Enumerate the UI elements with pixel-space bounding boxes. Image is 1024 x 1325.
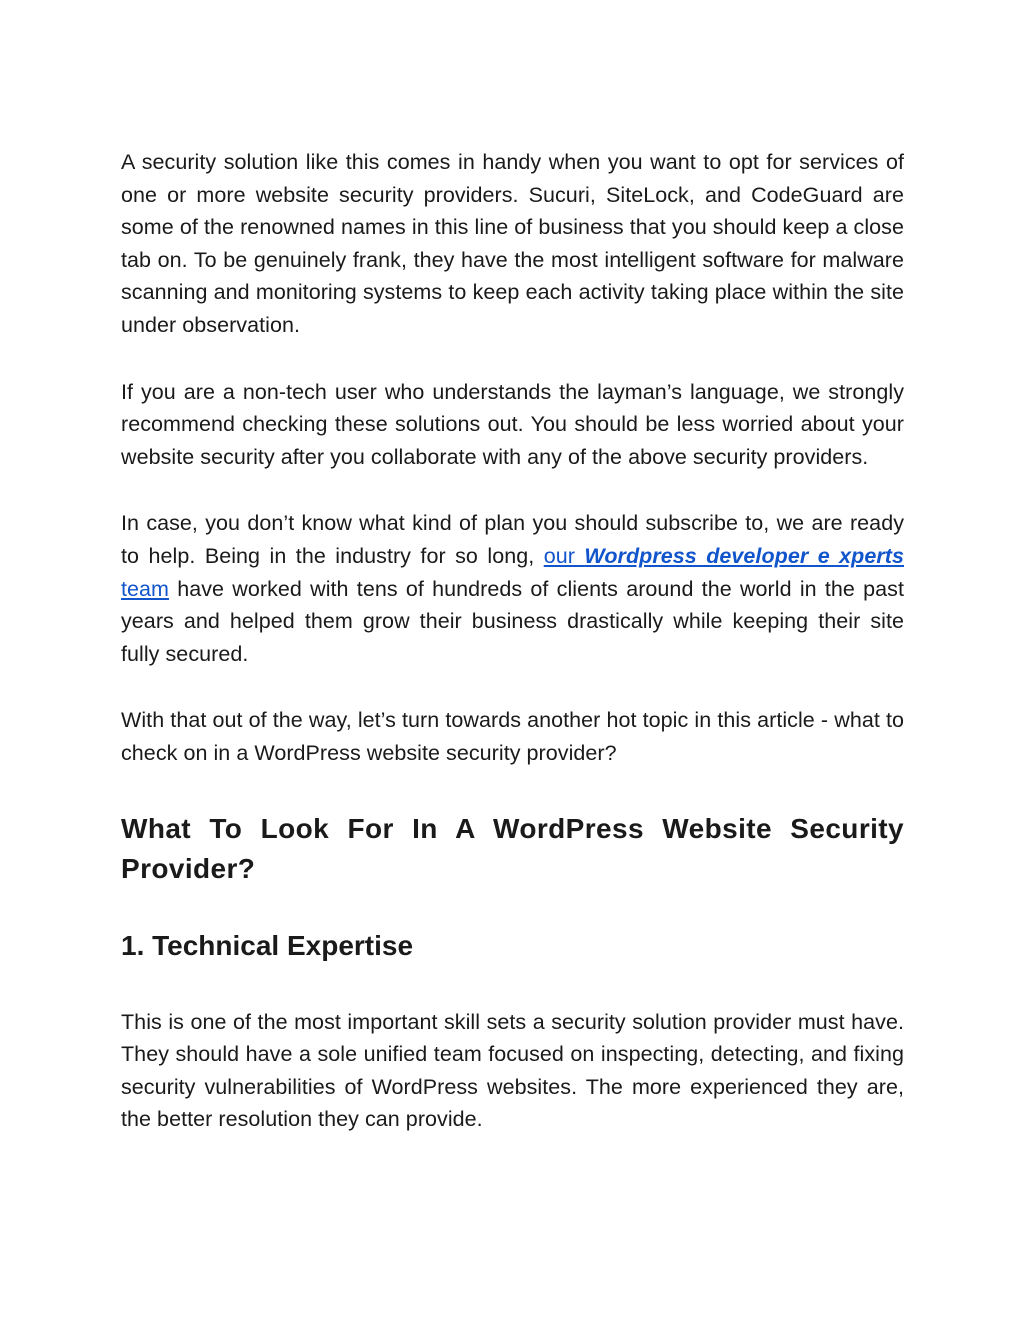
document-body <box>121 146 904 1136</box>
subsection-heading: 1. Technical Expertise <box>121 929 414 961</box>
paragraph-help-offer-text: In case, you don’t know what kind of plan you should subscribe to, we are ready to help. Being in the industry for so long, <box>121 511 904 568</box>
paragraph-non-tech-user: If you are a non-tech user who understands the layman’s language, we strongly recommend checking these solutions out. You should be less worried about your website security after you collaborate with any of the above security providers. <box>121 379 904 469</box>
paragraph-help-offer-rest: have worked with tens of hundreds of clients around the world in the past years and helped them grow their business drastically while keeping their site fully secured. <box>121 576 904 666</box>
link-text-suffix: team <box>121 576 169 601</box>
link-text-bold: Wordpress developer e xperts <box>584 543 904 568</box>
paragraph-technical-expertise: This is one of the most important skill sets a security solution provider must have. They should have a sole unified team focused on inspecting, detecting, and fixing security vulnerabilities of WordPress websites. The more experienced they are, the better resolution they can provide. <box>121 1009 904 1132</box>
paragraph-security-solution: A security solution like this comes in handy when you want to opt for services of one or more website security providers. Sucuri, SiteLock, and CodeGuard are some of the renowned names in this line of business that you should keep a close tab on. To be genuinely frank, they have the most intelligent software for malware scanning and monitoring systems to keep each activity taking place within the site under observation. <box>121 150 904 337</box>
paragraph-help-offer <box>121 507 904 670</box>
section-heading: What To Look For In A WordPress Website Security Provider? <box>121 812 904 884</box>
link-text-prefix: our <box>543 543 585 568</box>
paragraph-transition: With that out of the way, let’s turn towards another hot topic in this article - what to check on in a WordPress website security provider? <box>121 708 904 765</box>
